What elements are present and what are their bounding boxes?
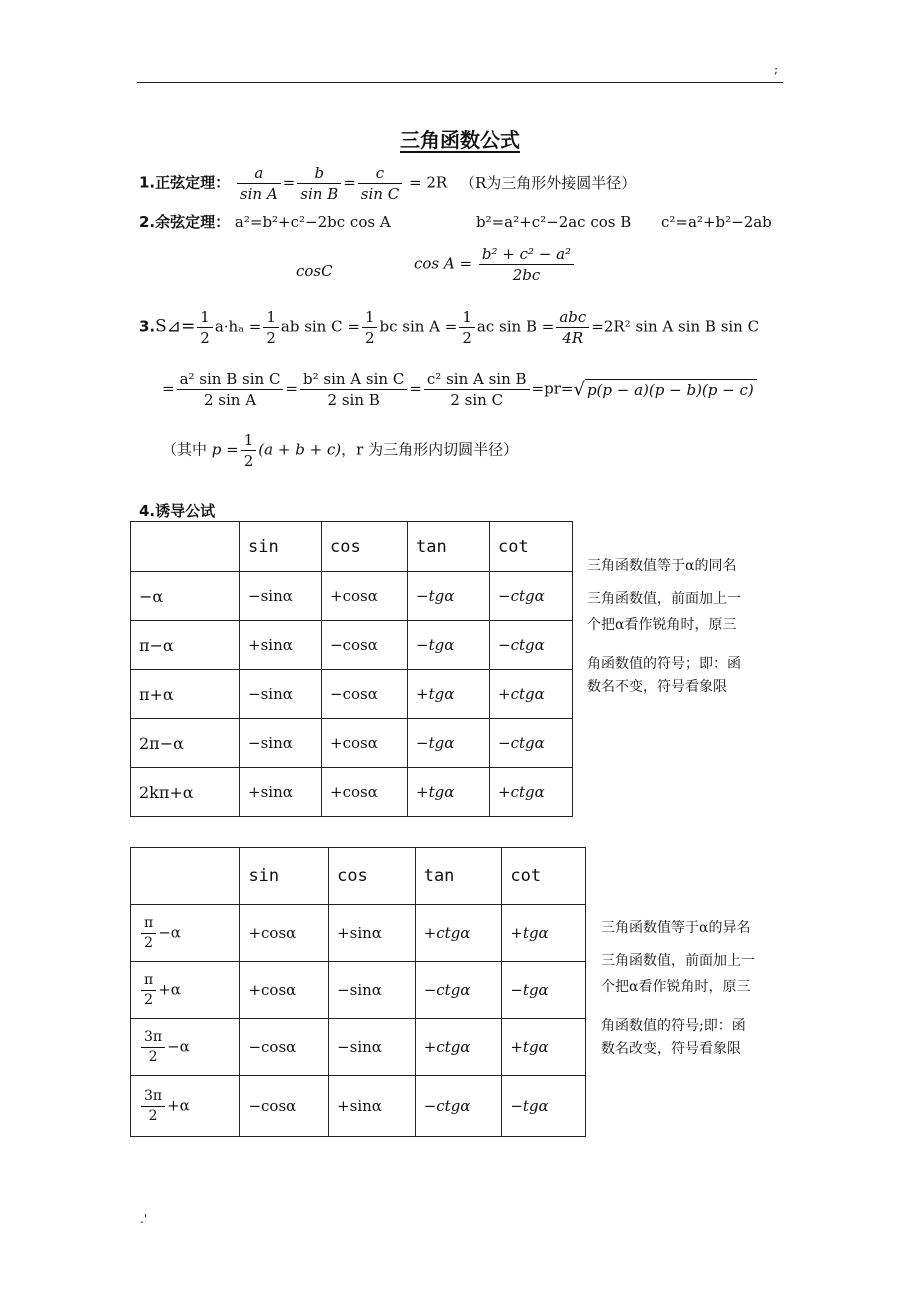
table-cell: [131, 905, 240, 962]
table-cell: [131, 962, 240, 1019]
sine-law-fraction-b: $\frac{b}{\text{sin B}}$: [297, 163, 341, 204]
area-part-2: ab sin C =: [280, 317, 360, 336]
table-header-cell: tan: [415, 848, 502, 905]
table-cell: +sinα: [240, 768, 322, 817]
table-cell: −ctgα: [415, 1076, 502, 1137]
table-cell: −cosα: [240, 1019, 329, 1076]
table-cell: −ctgα: [490, 621, 573, 670]
angle-fraction: $\frac{\pi}{2}$: [141, 971, 156, 1010]
angle-rest: +α: [158, 980, 181, 998]
cosine-a-formula: [414, 244, 576, 285]
table-header-cell: sin: [240, 522, 322, 572]
abc-over-4r-fraction: $\frac{\text{abc}}{4R}$: [556, 307, 589, 348]
area-fraction-a: $\frac{\text{a² sin B sin C}}{\text{2 sin A}}$: [177, 369, 284, 410]
cosine-law-c: c²=a²+b²−2ab: [661, 213, 772, 231]
table-cell: +cosα: [322, 719, 408, 768]
half-fraction: $\frac{1}{2}$: [459, 307, 475, 348]
table-cell: π−α: [131, 621, 240, 670]
note-line: 三角函数值，前面加上一: [601, 953, 755, 969]
note-line: 数名改变，符号看象限: [601, 1041, 741, 1057]
table-cell: +ctgα: [490, 670, 573, 719]
sine-law-result: = 2R: [408, 173, 448, 192]
area-part-4: ac sin B =: [476, 317, 555, 336]
equals-sign: =: [162, 379, 175, 398]
area-note: [162, 430, 518, 471]
table-cell: +sinα: [329, 905, 416, 962]
table-cell: −α: [131, 572, 240, 621]
area-fraction-b: $\frac{\text{b² sin A sin C}}{\text{2 sin B}}$: [300, 369, 407, 410]
note-line: 三角函数值等于α的异名: [601, 920, 751, 936]
table-row: [131, 572, 573, 621]
half-fraction: $\frac{1}{2}$: [263, 307, 279, 348]
induction-label: 4.诱导公试: [139, 502, 216, 520]
table-cell: +cosα: [240, 962, 329, 1019]
table-cell: 2kπ+α: [131, 768, 240, 817]
note-line: 三角函数值，前面加上一: [587, 591, 741, 607]
table-cell: −tgα: [502, 962, 586, 1019]
area-fraction-c: $\frac{\text{c² sin A sin B}}{\text{2 sin C}}$: [424, 369, 530, 410]
induction-table-2: [130, 847, 586, 1137]
page-title: 三角函数公式: [400, 128, 520, 152]
table-row: [131, 621, 573, 670]
note-line: 个把α看作锐角时，原三: [601, 979, 751, 995]
area-note-p: p =: [211, 440, 239, 459]
pr-equals: =pr=: [531, 379, 574, 398]
heron-radical: √ p(p − a)(p − b)(p − c): [573, 379, 756, 400]
table-row: [131, 768, 573, 817]
table-header-row: [131, 522, 573, 572]
table-cell: −cosα: [240, 1076, 329, 1137]
area-part-5: =2R² sin A sin B sin C: [591, 317, 760, 336]
table-header-cell: sin: [240, 848, 329, 905]
angle-fraction: $\frac{\pi}{2}$: [141, 914, 156, 953]
table-cell: −tgα: [408, 719, 490, 768]
area-note-open: （其中: [162, 440, 208, 459]
induction-note-1: [587, 556, 787, 697]
table-header-cell: cot: [490, 522, 573, 572]
half-fraction: $\frac{1}{2}$: [197, 307, 213, 348]
table-header-cell: tan: [408, 522, 490, 572]
angle-rest: −α: [158, 923, 181, 941]
area-note-sum: (a + b + c): [258, 440, 342, 459]
table-row: [131, 905, 586, 962]
cosine-law-a: a²=b²+c²−2bc cos A: [234, 213, 391, 231]
table-cell: −sinα: [240, 572, 322, 621]
table-cell: 2π−α: [131, 719, 240, 768]
area-note-close: ，r 为三角形内切圆半径）: [341, 440, 519, 459]
header-mark: ;: [774, 62, 779, 76]
note-line: 角函数值的符号；即：函: [587, 656, 741, 672]
table-cell: π+α: [131, 670, 240, 719]
cosine-law-b: b²=a²+c²−2ac cos B: [476, 213, 632, 231]
table-cell: +cosα: [322, 768, 408, 817]
angle-fraction: $\frac{3\pi}{2}$: [141, 1087, 165, 1126]
cosine-a-fraction: $\frac{\text{b² + c² − a²}}{2bc}$: [479, 244, 574, 285]
equals-sign: =: [285, 379, 298, 398]
area-part-1: a·hₐ =: [214, 317, 262, 336]
table-cell: −cosα: [322, 621, 408, 670]
table-cell: +tgα: [408, 670, 490, 719]
table-row: [131, 670, 573, 719]
sine-law-fraction-a: $\frac{a}{\text{sin A}}$: [237, 163, 281, 204]
cosine-a-lhs: cos A =: [414, 254, 473, 273]
cosine-law-line: [139, 211, 391, 232]
footer-mark: .': [140, 1212, 148, 1226]
sine-law-label: 1.正弦定理：: [139, 173, 231, 192]
table-header-cell: [131, 848, 240, 905]
induction-table-1: [130, 521, 573, 817]
table-cell: −ctgα: [415, 962, 502, 1019]
table-cell: −tgα: [408, 621, 490, 670]
table-cell: −cosα: [322, 670, 408, 719]
table-row: [131, 962, 586, 1019]
table-header-row: [131, 848, 586, 905]
equals-sign: =: [282, 173, 296, 192]
table-cell: −tgα: [408, 572, 490, 621]
table-cell: +cosα: [240, 905, 329, 962]
table-cell: +tgα: [502, 1019, 586, 1076]
table-cell: −tgα: [502, 1076, 586, 1137]
table-header-cell: cot: [502, 848, 586, 905]
equals-sign: =: [343, 173, 356, 192]
table-header-cell: cos: [322, 522, 408, 572]
sine-law-fraction-c: $\frac{c}{\text{sin C}}$: [358, 163, 402, 204]
sine-law-note: （R为三角形外接圆半径）: [459, 173, 637, 192]
table-header-cell: cos: [329, 848, 416, 905]
table-row: [131, 1076, 586, 1137]
table-cell: [131, 1019, 240, 1076]
angle-rest: −α: [167, 1037, 190, 1055]
table-cell: −sinα: [240, 719, 322, 768]
table-cell: [131, 1076, 240, 1137]
area-formula-line1: [139, 307, 759, 348]
half-fraction: $\frac{1}{2}$: [241, 430, 257, 471]
sine-law: [139, 163, 636, 204]
area-symbol: S⊿=: [155, 316, 196, 337]
cosine-law-label: 2.余弦定理：: [139, 213, 231, 231]
area-formula-line2: [162, 369, 757, 410]
table-cell: +sinα: [329, 1076, 416, 1137]
table-cell: +ctgα: [415, 905, 502, 962]
table-cell: +cosα: [322, 572, 408, 621]
angle-fraction: $\frac{3\pi}{2}$: [141, 1028, 165, 1067]
area-label: 3.: [139, 317, 156, 336]
half-fraction: $\frac{1}{2}$: [362, 307, 378, 348]
area-part-3: bc sin A =: [379, 317, 458, 336]
note-line: 个把α看作锐角时，原三: [587, 617, 737, 633]
table-cell: +tgα: [408, 768, 490, 817]
table-row: [131, 719, 573, 768]
table-cell: −sinα: [329, 1019, 416, 1076]
note-line: 角函数值的符号;即：函: [601, 1018, 746, 1034]
table-cell: +sinα: [240, 621, 322, 670]
table-cell: −sinα: [240, 670, 322, 719]
heron-expression: p(p − a)(p − b)(p − c): [585, 379, 757, 399]
table-cell: −ctgα: [490, 719, 573, 768]
table-cell: −sinα: [329, 962, 416, 1019]
table-cell: −ctgα: [490, 572, 573, 621]
angle-rest: +α: [167, 1096, 190, 1114]
note-line: 数名不变，符号看象限: [587, 679, 727, 695]
table-cell: +ctgα: [415, 1019, 502, 1076]
table-cell: +ctgα: [490, 768, 573, 817]
equals-sign: =: [409, 379, 422, 398]
induction-note-2: [601, 918, 801, 1059]
note-line: 三角函数值等于α的同名: [587, 558, 737, 574]
cosine-c-label: cosC: [296, 262, 333, 280]
table-row: [131, 1019, 586, 1076]
table-cell: +tgα: [502, 905, 586, 962]
header-rule: [137, 82, 783, 83]
table-header-cell: [131, 522, 240, 572]
